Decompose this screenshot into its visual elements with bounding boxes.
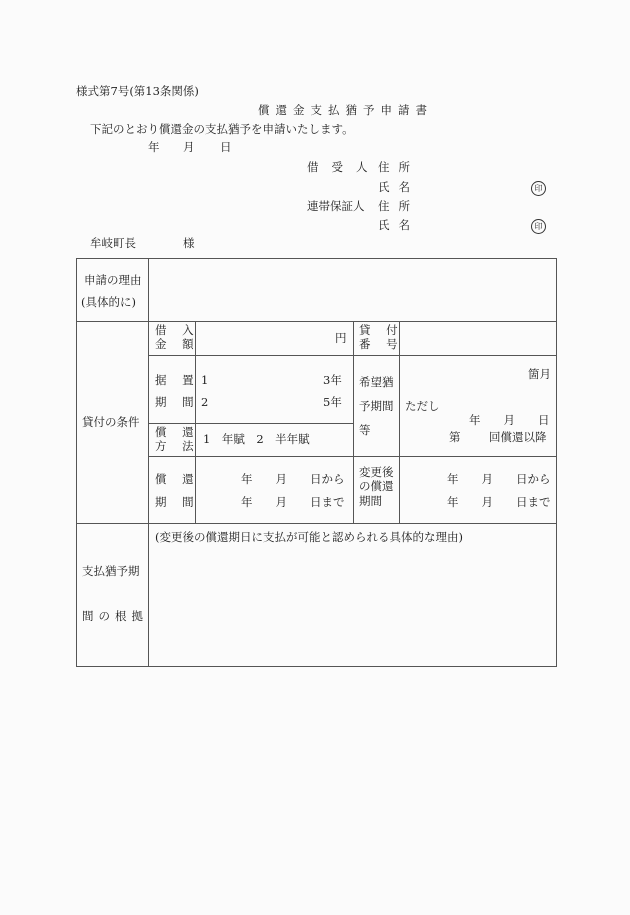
application-table <box>76 258 557 667</box>
borrower-seal-icon: 印 <box>531 181 546 196</box>
period-to: 年 月 日まで <box>241 495 345 509</box>
date-year: 年 <box>148 140 160 154</box>
basis-label: 支払猶予期 <box>82 564 140 578</box>
loan-amount-label: 借 入 <box>155 323 200 337</box>
loan-number-field[interactable] <box>403 324 553 352</box>
months-unit: 箇月 <box>528 367 551 381</box>
changed-label-3: 期間 <box>359 494 382 508</box>
borrower-name-label: 氏名 <box>378 180 419 194</box>
addressee-name: 牟岐町長 <box>90 236 136 250</box>
tadashi-text: ただし <box>405 399 440 413</box>
period-label-2: 期 間 <box>155 495 200 509</box>
reason-label: 申請の理由 <box>84 273 142 287</box>
period-from: 年 月 日から <box>241 472 345 486</box>
kai-after-text: 回償還以降 <box>489 430 547 444</box>
method-label: 償 還 <box>155 425 200 439</box>
reason-label-sub: (具体的に) <box>81 295 136 309</box>
basis-field[interactable] <box>155 549 552 661</box>
conditions-label: 貸付の条件 <box>82 415 140 429</box>
borrower-address-label: 住所 <box>378 160 419 174</box>
addressee-honorific: 様 <box>183 236 195 250</box>
date-day: 日 <box>220 140 232 154</box>
changed-label: 変更後 <box>359 465 394 479</box>
grace-option-2-value: 5年 <box>323 395 342 409</box>
period-label: 償 還 <box>155 472 200 486</box>
form-title: 償還金支払猶予申請書 <box>258 103 433 117</box>
grace-option-2-num[interactable]: 2 <box>201 395 209 409</box>
date-month: 月 <box>183 140 195 154</box>
basis-label-2: 間の根拠 <box>82 609 148 623</box>
changed-from: 年 月 日から <box>447 472 551 486</box>
tadashi-date: 年 月 日 <box>469 413 550 427</box>
loan-amount-label-2: 金 額 <box>155 337 200 351</box>
grace-option-1-num[interactable]: 1 <box>201 373 209 387</box>
dai-text: 第 <box>449 430 461 444</box>
intro-text: 下記のとおり償還金の支払猶予を申請いたします。 <box>90 122 354 136</box>
loan-number-label: 貸 付 <box>359 323 404 337</box>
method-label-2: 方 法 <box>155 439 200 453</box>
reason-field[interactable] <box>157 264 552 316</box>
guarantor-seal-icon: 印 <box>531 219 546 234</box>
guarantor-name-label: 氏名 <box>378 218 419 232</box>
borrower-label: 借受人 <box>307 160 381 174</box>
grace-label-2: 期 間 <box>155 395 200 409</box>
changed-to: 年 月 日まで <box>447 495 551 509</box>
grace-label: 据 置 <box>155 373 200 387</box>
guarantor-label: 連帯保証人 <box>307 199 365 213</box>
yen-unit: 円 <box>335 331 347 345</box>
desired-label: 希望猶 <box>359 375 394 389</box>
desired-label-3: 等 <box>359 423 371 437</box>
form-number: 様式第7号(第13条関係) <box>76 84 199 98</box>
basis-note: (変更後の償還期日に支払が可能と認められる具体的な理由) <box>155 530 463 544</box>
guarantor-address-label: 住所 <box>378 199 419 213</box>
desired-label-2: 予期間 <box>359 399 394 413</box>
changed-label-2: の償還 <box>359 479 394 493</box>
grace-option-1-value: 3年 <box>323 373 342 387</box>
method-options[interactable]: 1 年賦 2 半年賦 <box>203 432 310 446</box>
loan-number-label-2: 番 号 <box>359 337 404 351</box>
